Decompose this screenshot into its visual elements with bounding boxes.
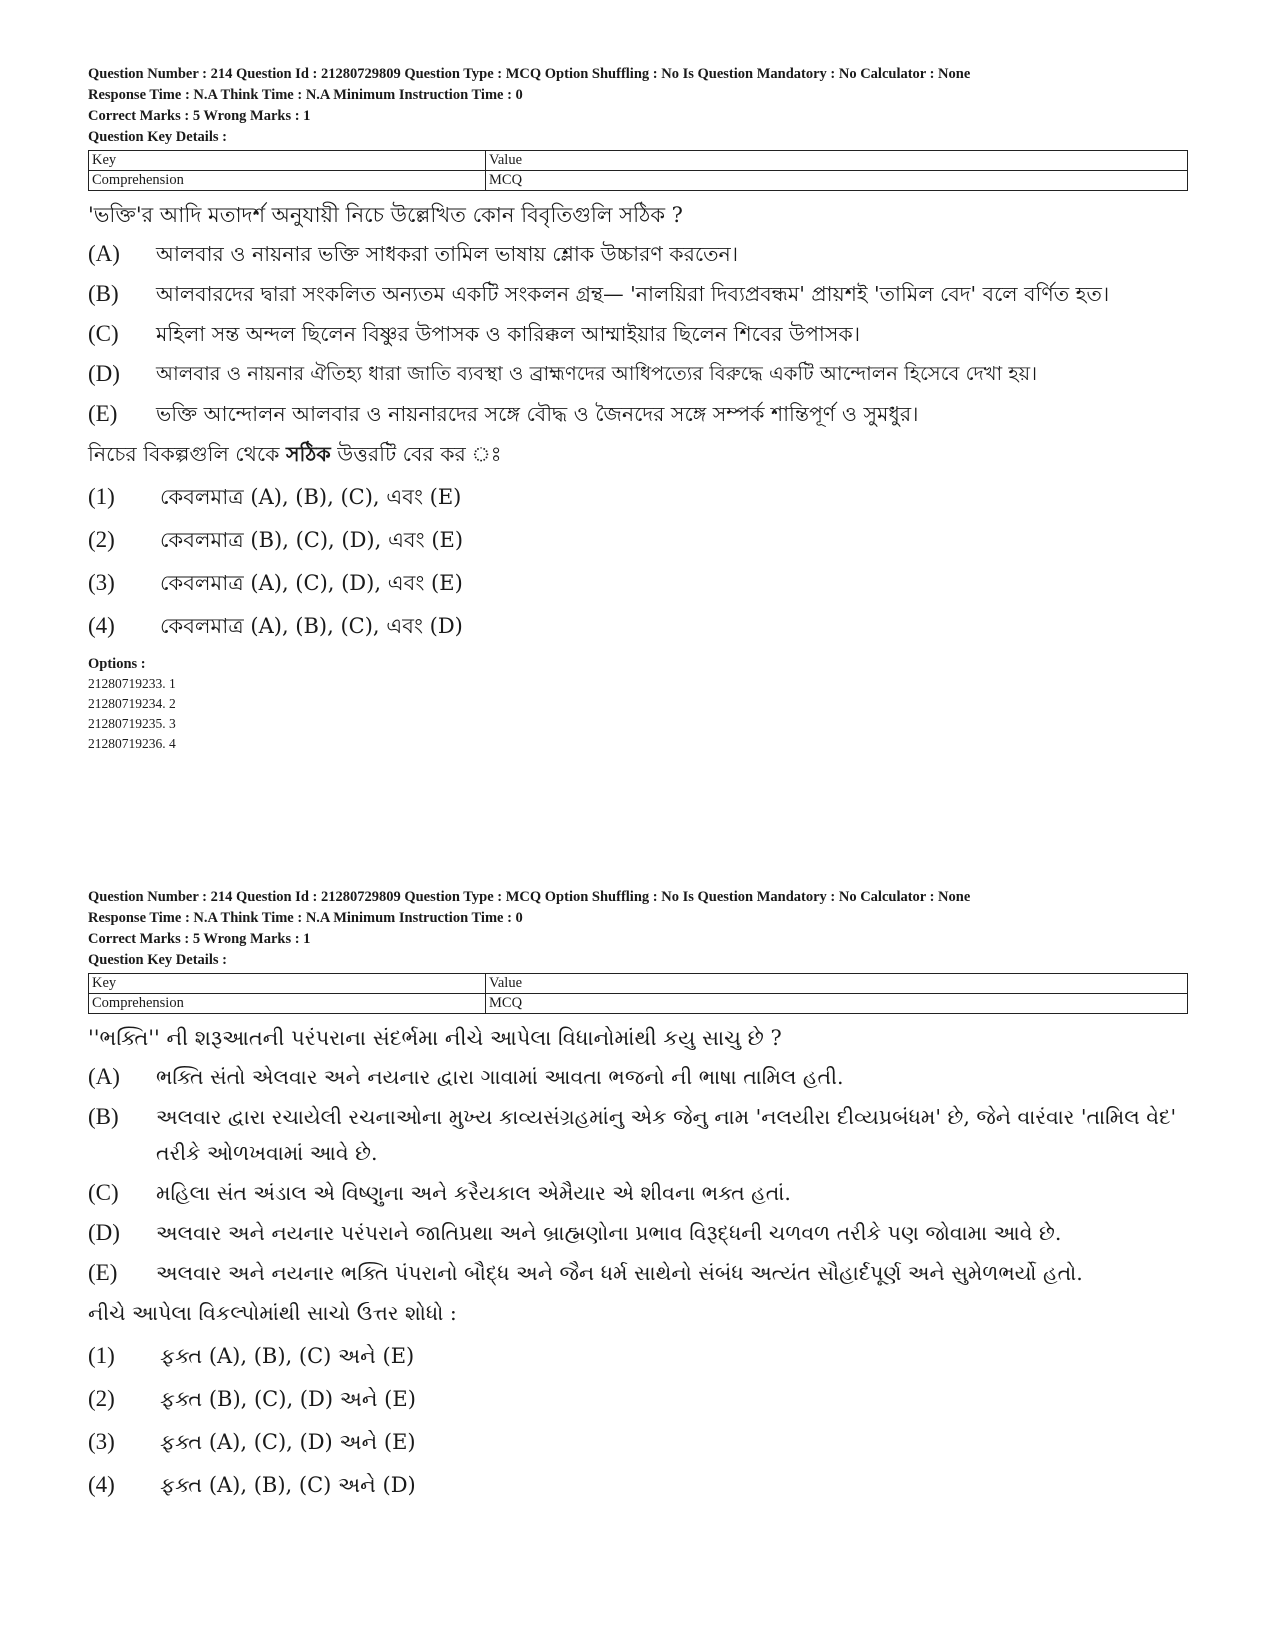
statement-label: (B) [88,281,119,306]
question-meta [88,887,1188,971]
instruction-pre: নিচের বিকল্পগুলি থেকে [88,442,286,466]
instruction-post: উত্তরটি বের কর ঃ [330,442,502,466]
statement-label: (D) [88,1220,120,1245]
question-1 [88,64,1188,754]
statement [88,276,1188,312]
key-header: Key [89,974,486,994]
meta-line: Response Time : N.A Think Time : N.A Minimum Instruction Time : 0 [88,87,523,103]
statement [88,1255,1188,1291]
statement [88,1215,1188,1251]
statement-label: (B) [88,1104,119,1129]
answer-choice-3 [88,1426,1188,1458]
statement-text: અલવાર દ્વારા રચાયેલી રચનાઓના મુખ્ય કાવ્યસંગ્રહમાંનુ એક જેનુ નામ 'નલયીરા દીવ્યપ્રબંધમ' છે, જેને વારંવાર 'તામિલ વેદ' તરીકે ઓળખવામાં આવે છે. [156,1105,1177,1165]
statement-text: ভক্তি আন্দোলন আলবার ও নায়নারদের সঙ্গে বৌদ্ধ ও জৈনদের সঙ্গে সম্পর্ক শান্তিপূর্ণ ও সুমধুর। [156,402,919,426]
choice-label: (3) [88,1429,115,1454]
question-stem: 'ভক্তি'র আদি মতাদর্শ অনুযায়ী নিচে উল্লেখিত কোন বিবৃতিগুলি সঠিক ? [88,203,683,227]
statement-text: અલવાર અને નયનાર ભક્તિ પંપરાનો બૌદ્ધ અને જૈન ધર્મ સાથેનો સંબંધ અત્યંત સૌહાર્દપૂર્ણ અને સુમેળભર્યો હતો. [156,1261,1083,1285]
answer-instruction [88,438,1188,470]
meta-line: Question Key Details : [88,129,227,145]
choice-label: (2) [88,1386,115,1411]
meta-line: Question Key Details : [88,952,227,968]
option-id: 21280719235. 3 [88,716,176,731]
choice-label: (1) [88,1343,115,1368]
answer-choice-1 [88,1340,1188,1372]
value-cell: MCQ [486,171,1188,191]
statement-text: મહિલા સંત અંડાલ એ વિષ્ણુના અને કરૈયકાલ એમૈયાર એ શીવના ભક્ત હતાં. [156,1181,791,1205]
question-stem: ''ભક્તિ'' ની શરૂઆતની પરંપરાના સંદર્ભમા નીચે આપેલા વિધાનોમાંથી કયુ સાચુ છે ? [88,1026,782,1050]
meta-line: Question Number : 214 Question Id : 21280729809 Question Type : MCQ Option Shuffling : No Is Question Mandatory : No Calculator : None [88,66,971,82]
statement [88,316,1188,352]
choice-text: কেবলমাত্র (B), (C), (D), এবং (E) [160,528,464,552]
statement-label: (C) [88,1180,119,1205]
choice-text: কেবলমাত্র (A), (B), (C), এবং (D) [160,614,463,638]
statement [88,396,1188,432]
statement-label: (A) [88,1064,120,1089]
choice-label: (2) [88,527,115,552]
choice-text: ફક્ત (B), (C), (D) અને (E) [160,1387,416,1411]
meta-line: Response Time : N.A Think Time : N.A Minimum Instruction Time : 0 [88,910,523,926]
statement-text: মহিলা সন্ত অন্দল ছিলেন বিষ্ণুর উপাসক ও কারিক্কল আম্মাইয়ার ছিলেন শিবের উপাসক। [156,322,861,346]
option-id: 21280719234. 2 [88,696,176,711]
question-key-table [88,973,1188,1014]
statement-text: અલવાર અને નયનાર પરંપરાને જાતિપ્રથા અને બ્રાહ્મણોના પ્રભાવ વિરૂદ્ધની ચળવળ તરીકે પણ જોવામા આવે છે. [156,1221,1062,1245]
statement [88,356,1188,392]
answer-choice-3 [88,567,1188,599]
answer-choice-2 [88,1383,1188,1415]
answer-instruction: નીચે આપેલા વિકલ્પોમાંથી સાચો ઉત્તર શોધો : [88,1301,457,1325]
meta-line: Correct Marks : 5 Wrong Marks : 1 [88,931,311,947]
statement-text: আলবার ও নায়নার ভক্তি সাধকরা তামিল ভাষায় শ্লোক উচ্চারণ করতেন। [156,242,739,266]
meta-line: Correct Marks : 5 Wrong Marks : 1 [88,108,311,124]
instruction-bold: সঠিক [285,442,331,466]
answer-choice-4 [88,610,1188,642]
question-2 [88,887,1188,1512]
choice-label: (3) [88,570,115,595]
statement-label: (C) [88,321,119,346]
choice-text: ફક્ત (A), (C), (D) અને (E) [160,1430,416,1454]
statement-text: ભક્તિ સંતો એલવાર અને નયનાર દ્વારા ગાવામાં આવતા ભજનો ની ભાષા તામિલ હતી. [156,1065,844,1089]
choice-label: (1) [88,484,115,509]
statement-text: আলবারদের দ্বারা সংকলিত অন্যতম একটি সংকলন গ্রন্থ— 'নালয়িরা দিব্যপ্রবন্ধম' প্রায়শই 'তামিল বেদ' বলে বর্ণিত হত। [156,282,1110,306]
value-header: Value [486,151,1188,171]
answer-choice-1 [88,481,1188,513]
key-cell: Comprehension [89,171,486,191]
choice-text: ફક્ત (A), (B), (C) અને (E) [160,1344,415,1368]
options-title: Options : [88,656,146,672]
value-header: Value [486,974,1188,994]
question-key-table [88,150,1188,191]
choice-text: কেবলমাত্র (A), (B), (C), এবং (E) [160,485,462,509]
statement-label: (E) [88,1260,118,1285]
statement [88,1059,1188,1095]
key-header: Key [89,151,486,171]
statement-text: আলবার ও নায়নার ঐতিহ্য ধারা জাতি ব্যবস্থা ও ব্রাহ্মণদের আধিপত্যের বিরুদ্ধে একটি আন্দোলন হিসেবে দেখা হয়। [156,362,1038,385]
meta-line: Question Number : 214 Question Id : 21280729809 Question Type : MCQ Option Shuffling : No Is Question Mandatory : No Calculator : None [88,889,971,905]
statement-label: (D) [88,361,120,386]
statement [88,236,1188,272]
statement-label: (E) [88,401,118,426]
key-cell: Comprehension [89,994,486,1014]
statement-label: (A) [88,241,120,266]
question-meta [88,64,1188,148]
value-cell: MCQ [486,994,1188,1014]
choice-text: ફક્ત (A), (B), (C) અને (D) [160,1473,416,1497]
option-id: 21280719233. 1 [88,676,176,691]
statement [88,1175,1188,1211]
option-id: 21280719236. 4 [88,736,176,751]
choice-text: কেবলমাত্র (A), (C), (D), এবং (E) [160,571,463,595]
answer-choice-2 [88,524,1188,556]
statement [88,1099,1188,1171]
answer-choice-4 [88,1469,1188,1501]
choice-label: (4) [88,1472,115,1497]
choice-label: (4) [88,613,115,638]
